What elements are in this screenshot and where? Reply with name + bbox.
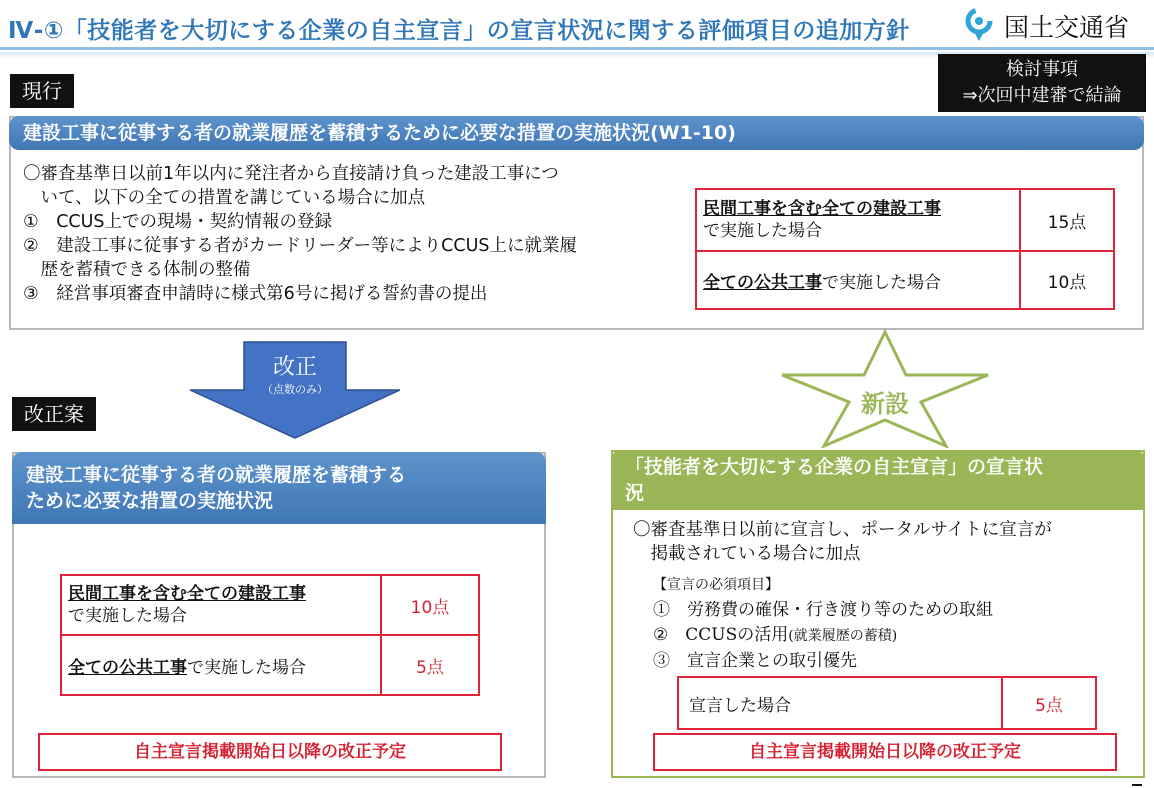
revised-points-table [60,574,480,696]
current-line: ① CCUS上での現場・契約情報の登録 [23,212,333,232]
new-line: 掲載されている場合に加点 [633,544,861,564]
items-list [653,598,993,674]
revised-header-line: ために必要な措置の実施状況 [26,490,274,512]
current-points-table [695,188,1115,310]
points-value: 10点 [1020,251,1114,309]
current-label: 現行 [10,74,74,108]
row-label: 宣言した場合 [678,677,1002,729]
revised-note: 自主宣言掲載開始日以降の改正予定 [38,733,502,771]
table-row [61,635,479,695]
current-line: いて、以下の全ての措置を講じている場合に加点 [23,188,426,208]
revised-panel [12,452,546,778]
arrow-label: 改正 [272,355,317,380]
list-item [653,623,993,649]
points-value: 5点 [1002,677,1096,729]
table-row [61,575,479,635]
review-note-line2: ⇒次回中建審で結論 [962,85,1122,106]
current-line: 〇審査基準日以前1年以内に発注者から直接請け負った建設工事につ [23,164,559,184]
new-line: 〇審査基準日以前に宣言し、ポータルサイトに宣言が [633,520,1052,540]
page-mark [1132,784,1142,786]
current-panel-text [23,162,577,306]
new-header-line: 「技能者を大切にする企業の自主宣言」の宣言状 [625,456,1044,478]
list-item: ③ 宣言企業との取引優先 [653,651,857,671]
revised-header-line: 建設工事に従事する者の就業履歴を蓄積する [26,464,407,486]
table-row [696,189,1114,251]
item-text: ② CCUSの活用 [653,625,789,645]
items-title: 【宣言の必須項目】 [653,577,779,593]
proposal-label: 改正案 [12,397,96,431]
item-note: (就業履歴の蓄積) [788,628,898,644]
row-rest: で実施した場合 [68,606,187,626]
arrow-sub-label: （点数のみ） [262,383,328,396]
table-row [678,677,1096,729]
logo-text: 国土交通省 [1004,13,1130,42]
new-panel-text [633,518,1052,566]
review-note [938,54,1146,112]
new-points-table [677,676,1097,730]
row-bold: 民間工事を含む全ての建設工事 [703,199,941,219]
row-bold: 全ての公共工事 [68,657,187,678]
points-value: 5点 [381,635,479,695]
new-star-label: 新設 [861,390,909,418]
title-underline [0,47,1154,50]
mlit-logo [962,6,1152,44]
points-value: 10点 [381,575,479,635]
mlit-emblem-icon [964,8,994,42]
current-panel-header: 建設工事に従事する者の就業履歴を蓄積するために必要な措置の実施状況(W1-10) [9,116,1144,150]
current-panel [9,116,1144,330]
new-header-line: 況 [625,482,645,504]
new-panel [611,450,1145,778]
new-note: 自主宣言掲載開始日以降の改正予定 [653,733,1117,771]
row-rest: で実施した場合 [187,657,306,678]
row-rest: で実施した場合 [822,272,941,293]
revised-panel-header [12,452,546,524]
table-row [696,251,1114,309]
page-title: Ⅳ-①「技能者を大切にする企業の自主宣言」の宣言状況に関する評価項目の追加方針 [8,18,910,44]
list-item: ① 労務費の確保・行き渡り等のための取組 [653,600,993,620]
current-line: ③ 経営事項審査申請時に様式第6号に掲げる誓約書の提出 [23,284,488,304]
current-line: 歴を蓄積できる体制の整備 [23,260,251,280]
row-bold: 民間工事を含む全ての建設工事 [68,584,306,604]
review-note-line1: 検討事項 [1006,59,1078,80]
row-rest: で実施した場合 [703,221,822,241]
current-line: ② 建設工事に従事する者がカードリーダー等によりCCUS上に就業履 [23,236,578,256]
row-bold: 全ての公共工事 [703,272,822,293]
new-panel-header [611,450,1145,510]
points-value: 15点 [1020,189,1114,251]
